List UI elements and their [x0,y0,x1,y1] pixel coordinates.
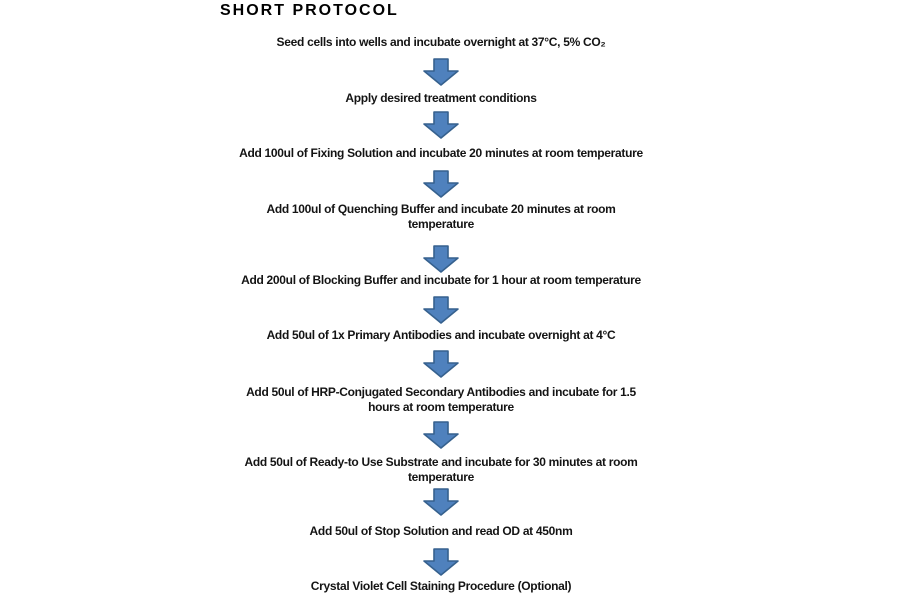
protocol-step-9 [310,524,573,539]
down-arrow-icon [422,111,460,139]
down-arrow-icon [422,245,460,273]
down-arrow-icon [422,548,460,576]
step-text: Add 50ul of HRP-Conjugated Secondary Antibodies and incubate for 1.5 [246,385,636,399]
step-text: Add 100ul of Fixing Solution and incubate 20 minutes at room temperature [239,146,643,160]
protocol-step-5 [241,273,641,288]
step-text: Add 50ul of Ready-to Use Substrate and incubate for 30 minutes at room [244,455,638,469]
protocol-step-8 [244,455,637,485]
protocol-step-4 [266,202,615,232]
down-arrow-icon [422,170,460,198]
step-text: temperature [407,470,475,484]
down-arrow-icon [422,58,460,86]
protocol-step-6 [267,328,616,343]
protocol-step-10 [311,579,571,594]
page-title: SHORT PROTOCOL [220,2,399,19]
down-arrow-icon [422,488,460,516]
protocol-step-7 [246,385,636,415]
protocol-step-2 [345,91,536,106]
protocol-step-1 [277,35,606,50]
down-arrow-icon [422,350,460,378]
step-text: hours at room temperature [368,400,514,414]
step-text: Add 100ul of Quenching Buffer and incubate 20 minutes at room [266,202,616,216]
step-text: Add 200ul of Blocking Buffer and incubate for 1 hour at room temperature [241,273,641,287]
down-arrow-icon [422,421,460,449]
down-arrow-icon [422,296,460,324]
step-text: Seed cells into wells and incubate overnight at 37°C, 5% CO₂ [276,35,606,49]
protocol-step-3 [239,146,643,161]
step-text: Apply desired treatment conditions [345,91,537,105]
step-text: Crystal Violet Cell Staining Procedure (Optional) [310,579,572,593]
step-text: temperature [407,217,475,231]
step-text: Add 50ul of Stop Solution and read OD at 450nm [309,524,573,538]
step-text: Add 50ul of 1x Primary Antibodies and incubate overnight at 4°C [266,328,616,342]
